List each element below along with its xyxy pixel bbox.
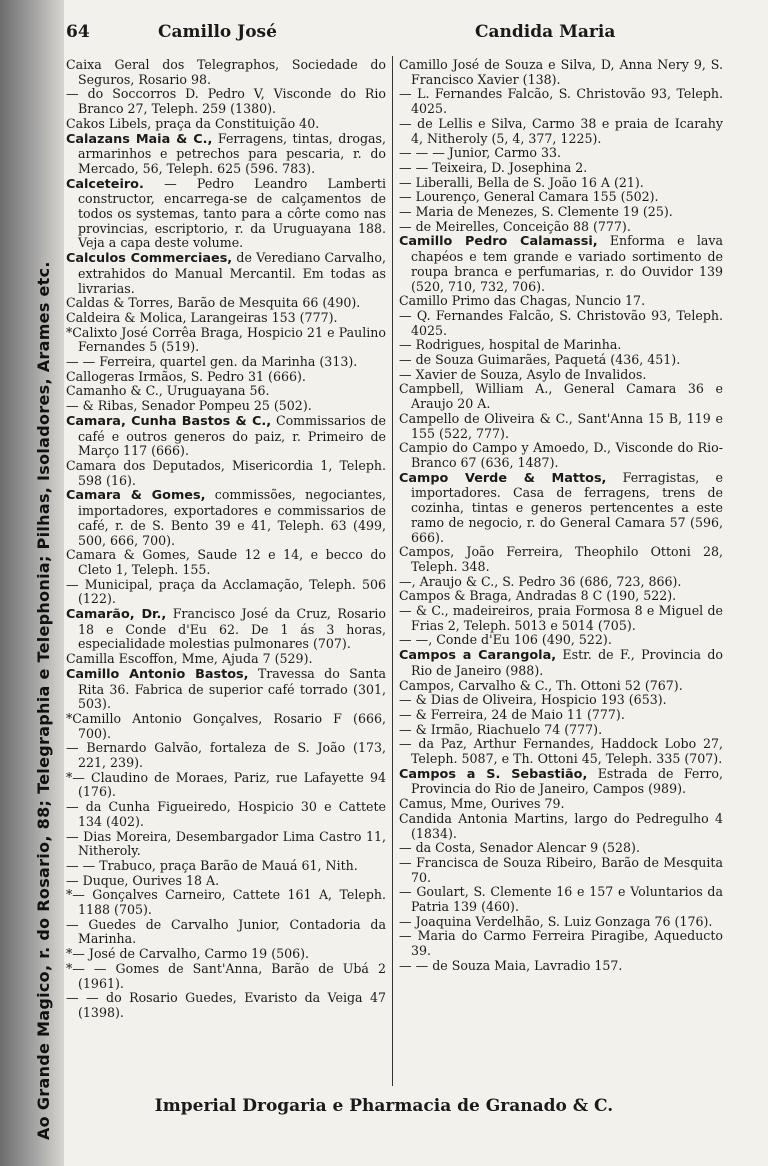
directory-entry (399, 767, 723, 797)
entry-text: Estr. de F., Provincia do Rio de Janeiro (988). (411, 647, 723, 678)
directory-entry (399, 708, 723, 723)
entry-name: Camara, Cunha Bastos & C., (66, 413, 272, 429)
directory-entry (66, 177, 386, 252)
directory-entry (399, 633, 723, 648)
directory-entry (66, 918, 386, 947)
directory-entry (399, 589, 723, 604)
entry-text: *Camillo Antonio Gonçalves, Rosario F (666, 700). (66, 710, 386, 741)
entry-text: — da Cunha Figueiredo, Hospicio 30 e Cattete 134 (402). (66, 799, 386, 829)
directory-entry (66, 384, 386, 399)
directory-entry (399, 471, 723, 546)
entry-text: Camus, Mme, Ourives 79. (399, 796, 565, 812)
directory-entry (66, 355, 386, 370)
entry-name: Campo Verde & Mattos, (399, 470, 607, 486)
right-running-head: Candida Maria (475, 22, 616, 42)
directory-entry (66, 87, 386, 116)
entry-text: Candida Antonia Martins, largo do Pedregulho 4 (1834). (399, 810, 723, 841)
entry-text: — — Trabuco, praça Barão de Mauá 61, Nith. (66, 857, 358, 873)
entry-text: *— José de Carvalho, Carmo 19 (506). (66, 946, 310, 962)
entry-text: — & Dias de Oliveira, Hospicio 193 (653). (399, 692, 667, 708)
entry-text: — de Lellis e Silva, Carmo 38 e praia de Icarahy 4, Nitheroly (5, 4, 377, 1225). (399, 115, 723, 146)
entry-text: —, Araujo & C., S. Pedro 36 (686, 723, 866). (399, 573, 682, 589)
entry-text: — Francisca de Souza Ribeiro, Barão de Mesquita 70. (399, 854, 723, 885)
entry-text: — do Soccorros D. Pedro V, Visconde do Rio Branco 27, Teleph. 259 (1380). (66, 86, 386, 117)
entry-text: — Pedro Leandro Lamberti constructor, encarrega-se de calçamentos de todos os systemas, tanto para a côrte como nas provincias, escriptorio, r. da Uruguayana 188. Veja a capa deste volume. (78, 175, 386, 251)
directory-entry (399, 841, 723, 856)
directory-entry (399, 117, 723, 146)
directory-entry (66, 800, 386, 829)
entry-text: — — — Junior, Carmo 33. (399, 145, 562, 161)
directory-entry (66, 58, 386, 87)
directory-entry (66, 607, 386, 652)
entry-text: — Joaquina Verdelhão, S. Luiz Gonzaga 76 (176). (399, 913, 713, 929)
entry-text: *— Claudino de Moraes, Pariz, rue Lafayette 94 (176). (66, 769, 386, 800)
entry-text: — & Irmão, Riachuelo 74 (777). (399, 721, 603, 737)
entry-text: Commissarios de café e outros generos do paiz, r. Primeiro de Março 117 (666). (78, 412, 386, 459)
entry-text: Enforma e lava chapéos e tem grande e variado sortimento de roupa branca e perfumarias, r. do Ouvidor 139 (520, 710, 732, 706). (411, 233, 723, 294)
entry-text: Campos & Braga, Andradas 8 C (190, 522). (399, 588, 677, 604)
directory-entry (66, 578, 386, 607)
directory-entry (399, 723, 723, 738)
directory-entry (66, 548, 386, 577)
directory-entry (66, 859, 386, 874)
entry-name: Calazans Maia & C., (66, 131, 213, 147)
entry-text: Camara & Gomes, Saude 12 e 14, e becco do Cleto 1, Teleph. 155. (66, 547, 386, 577)
entry-text: Caldeira & Molica, Larangeiras 153 (777). (66, 309, 338, 325)
entry-name: Campos a S. Sebastião, (399, 766, 588, 782)
entry-text: *— — Gomes de Sant'Anna, Barão de Ubá 2 (1961). (66, 960, 386, 991)
entry-text: — Goulart, S. Clemente 16 e 157 e Voluntarios da Patria 139 (460). (399, 884, 723, 915)
directory-entry (66, 370, 386, 385)
directory-entry (66, 771, 386, 800)
directory-entry (399, 693, 723, 708)
entry-text: — Q. Fernandes Falcão, S. Christovão 93, Teleph. 4025. (399, 307, 723, 338)
entry-text: *— Gonçalves Carneiro, Cattete 161 A, Teleph. 1188 (705). (66, 887, 386, 918)
entry-text: Ferragistas, e importadores. Casa de ferragens, trens de cozinha, tintas e generos pertencentes a este ramo de negocio, r. do General Camara 57 (596, 666). (411, 469, 723, 545)
entry-name: Camara & Gomes, (66, 488, 206, 504)
entry-text: Camillo Primo das Chagas, Nuncio 17. (399, 293, 646, 309)
entry-text: Campos, Carvalho & C., Th. Ottoni 52 (767). (399, 677, 683, 693)
entry-text: Campio do Campo y Amoedo, D., Visconde do Rio-Branco 67 (636, 1487). (399, 440, 723, 470)
side-advertisement-strip (0, 0, 64, 1166)
entry-name: Campos a Carangola, (399, 648, 557, 664)
entry-text: — Duque, Ourives 18 A. (66, 872, 220, 888)
directory-entry (66, 251, 386, 296)
entry-text: Camara dos Deputados, Misericordia 1, Teleph. 598 (16). (66, 457, 386, 488)
directory-entry (66, 296, 386, 311)
entry-text: — — de Souza Maia, Lavradio 157. (399, 957, 623, 973)
directory-entry (399, 190, 723, 205)
entry-text: — L. Fernandes Falcão, S. Christovão 93, Teleph. 4025. (399, 86, 723, 117)
directory-entry (66, 414, 386, 459)
entry-text: Camanho & C., Uruguayana 56. (66, 383, 270, 399)
entry-text: — — Ferreira, quartel gen. da Marinha (313). (66, 354, 358, 370)
directory-entry (399, 220, 723, 235)
entry-text: *Calixto José Corrêa Braga, Hospicio 21 e Paulino Fernandes 5 (519). (66, 324, 386, 355)
entry-text: Camillo José de Souza e Silva, D, Anna Nery 9, S. Francisco Xavier (138). (399, 57, 723, 87)
entry-text: Campos, João Ferreira, Theophilo Ottoni 28, Teleph. 348. (399, 544, 723, 574)
entry-text: — Dias Moreira, Desembargador Lima Castro 11, Nitheroly. (66, 828, 386, 859)
entry-text: Callogeras Irmãos, S. Pedro 31 (666). (66, 368, 306, 384)
entry-text: — de Meirelles, Conceição 88 (777). (399, 218, 631, 234)
entry-text: Campbell, William A., General Camara 36 e Araujo 20 A. (399, 381, 723, 412)
directory-entry (66, 874, 386, 889)
directory-entry (399, 58, 723, 87)
directory-entry (399, 737, 723, 766)
entry-text: commissões, negociantes, importadores, exportadores e commissarios de café, r. de S. Bento 39 e 41, Teleph. 63 (499, 500, 666, 700). (78, 487, 386, 548)
directory-entry (399, 412, 723, 441)
entry-text: — Rodrigues, hospital de Marinha. (399, 337, 622, 353)
directory-entry (66, 652, 386, 667)
entry-name: Camillo Antonio Bastos, (66, 666, 249, 682)
directory-entry (399, 812, 723, 841)
directory-entry (66, 947, 386, 962)
directory-entry (66, 741, 386, 770)
directory-entry (66, 326, 386, 355)
directory-entry (399, 575, 723, 590)
directory-entry (399, 353, 723, 368)
directory-entry (66, 991, 386, 1020)
directory-entry (399, 382, 723, 411)
page-header (60, 20, 748, 46)
directory-entry (66, 311, 386, 326)
directory-entry (66, 667, 386, 712)
directory-entry (399, 176, 723, 191)
directory-entry (66, 962, 386, 991)
directory-entry (399, 856, 723, 885)
entry-text: de Verediano Carvalho, extrahidos do Manual Mercantil. Em todas as livrarias. (78, 250, 387, 296)
directory-entry (399, 338, 723, 353)
directory-entry (399, 545, 723, 574)
page-number: 64 (66, 22, 90, 42)
entry-name: Calculos Commerciaes, (66, 251, 233, 267)
directory-entry (399, 234, 723, 294)
entry-name: Camillo Pedro Calamassi, (399, 234, 598, 250)
entry-text: — Guedes de Carvalho Junior, Contadoria da Marinha. (66, 916, 386, 947)
entry-text: Cakos Libels, praça da Constituição 40. (66, 115, 320, 131)
entry-text: — da Paz, Arthur Fernandes, Haddock Lobo 27, Teleph. 5087, e Th. Ottoni 45, Teleph. 335 (707). (399, 736, 723, 767)
entry-text: Estrada de Ferro, Provincia do Rio de Janeiro, Campos (989). (411, 765, 723, 797)
entry-text: — da Costa, Senador Alencar 9 (528). (399, 840, 640, 856)
entry-text: — & Ribas, Senador Pompeu 25 (502). (66, 398, 312, 414)
directory-entry (66, 830, 386, 859)
entry-text: — Lourenço, General Camara 155 (502). (399, 189, 659, 205)
entry-name: Camarão, Dr., (66, 607, 167, 623)
entry-text: Ferragens, tintas, drogas, armarinhos e petrechos para pescaria, r. do Mercado, 56, Teleph. 625 (596. 783). (78, 130, 386, 176)
side-advertisement-text: Ao Grande Magico, r. do Rosario, 88; Telegraphia e Telephonia; Pilhas, Isoladores, Arames etc. (34, 261, 53, 1140)
directory-entry (66, 488, 386, 548)
directory-entry (399, 205, 723, 220)
directory-entry (66, 888, 386, 917)
directory-entry (66, 399, 386, 414)
entry-text: — & C., madeireiros, praia Formosa 8 e Miguel de Frias 2, Teleph. 5013 e 5014 (705). (399, 603, 723, 633)
footer-advertisement: Imperial Drogaria e Pharmacia de Granado & C. (154, 1096, 614, 1116)
directory-entry (399, 929, 723, 958)
directory-entry (399, 368, 723, 383)
entry-text: — & Ferreira, 24 de Maio 11 (777). (399, 706, 625, 722)
entry-text: — Liberalli, Bella de S. João 16 A (21). (399, 174, 644, 190)
directory-entry (399, 885, 723, 914)
directory-entry (399, 604, 723, 633)
left-column (66, 58, 386, 1021)
directory-entry (399, 915, 723, 930)
entry-text: — de Souza Guimarães, Paquetá (436, 451). (399, 352, 681, 368)
entry-text: — Xavier de Souza, Asylo de Invalidos. (399, 366, 647, 382)
entry-text: Camilla Escoffon, Mme, Ajuda 7 (529). (66, 651, 313, 667)
directory-entry (399, 959, 723, 974)
directory-entry (66, 117, 386, 132)
entry-text: — Municipal, praça da Acclamação, Teleph. 506 (122). (66, 576, 386, 607)
entry-text: — Maria de Menezes, S. Clemente 19 (25). (399, 204, 673, 220)
entry-text: — —, Conde d'Eu 106 (490, 522). (399, 632, 612, 648)
directory-entry (399, 797, 723, 812)
directory-entry (399, 161, 723, 176)
entry-text: — Maria do Carmo Ferreira Piragibe, Aqueducto 39. (399, 928, 723, 959)
directory-entry (399, 146, 723, 161)
entry-name: Calceteiro. (66, 176, 144, 192)
directory-entry (66, 459, 386, 488)
entry-text: Travessa do Santa Rita 36. Fabrica de superior café torrado (301, 503). (78, 665, 386, 712)
entry-text: Campello de Oliveira & C., Sant'Anna 15 B, 119 e 155 (522, 777). (399, 410, 723, 441)
entry-text: — — do Rosario Guedes, Evaristo da Veiga 47 (1398). (66, 990, 386, 1020)
directory-entry (399, 294, 723, 309)
left-running-head: Camillo José (158, 22, 277, 42)
entry-text: Francisco José da Cruz, Rosario 18 e Conde d'Eu 62. De 1 ás 3 horas, especialidade molestias pulmonares (707). (78, 606, 386, 652)
right-column (399, 58, 723, 974)
entry-text: — Bernardo Galvão, fortaleza de S. João (173, 221, 239). (66, 740, 386, 771)
entry-text: — — Teixeira, D. Josephina 2. (399, 159, 588, 175)
directory-entry (399, 679, 723, 694)
directory-entry (66, 132, 386, 177)
entry-text: Caldas & Torres, Barão de Mesquita 66 (490). (66, 295, 361, 311)
directory-entry (399, 309, 723, 338)
entry-text: Caixa Geral dos Telegraphos, Sociedade do Seguros, Rosario 98. (66, 57, 386, 87)
directory-entry (399, 441, 723, 470)
directory-entry (399, 87, 723, 116)
directory-entry (66, 712, 386, 741)
column-divider (392, 56, 393, 1086)
directory-entry (399, 648, 723, 678)
